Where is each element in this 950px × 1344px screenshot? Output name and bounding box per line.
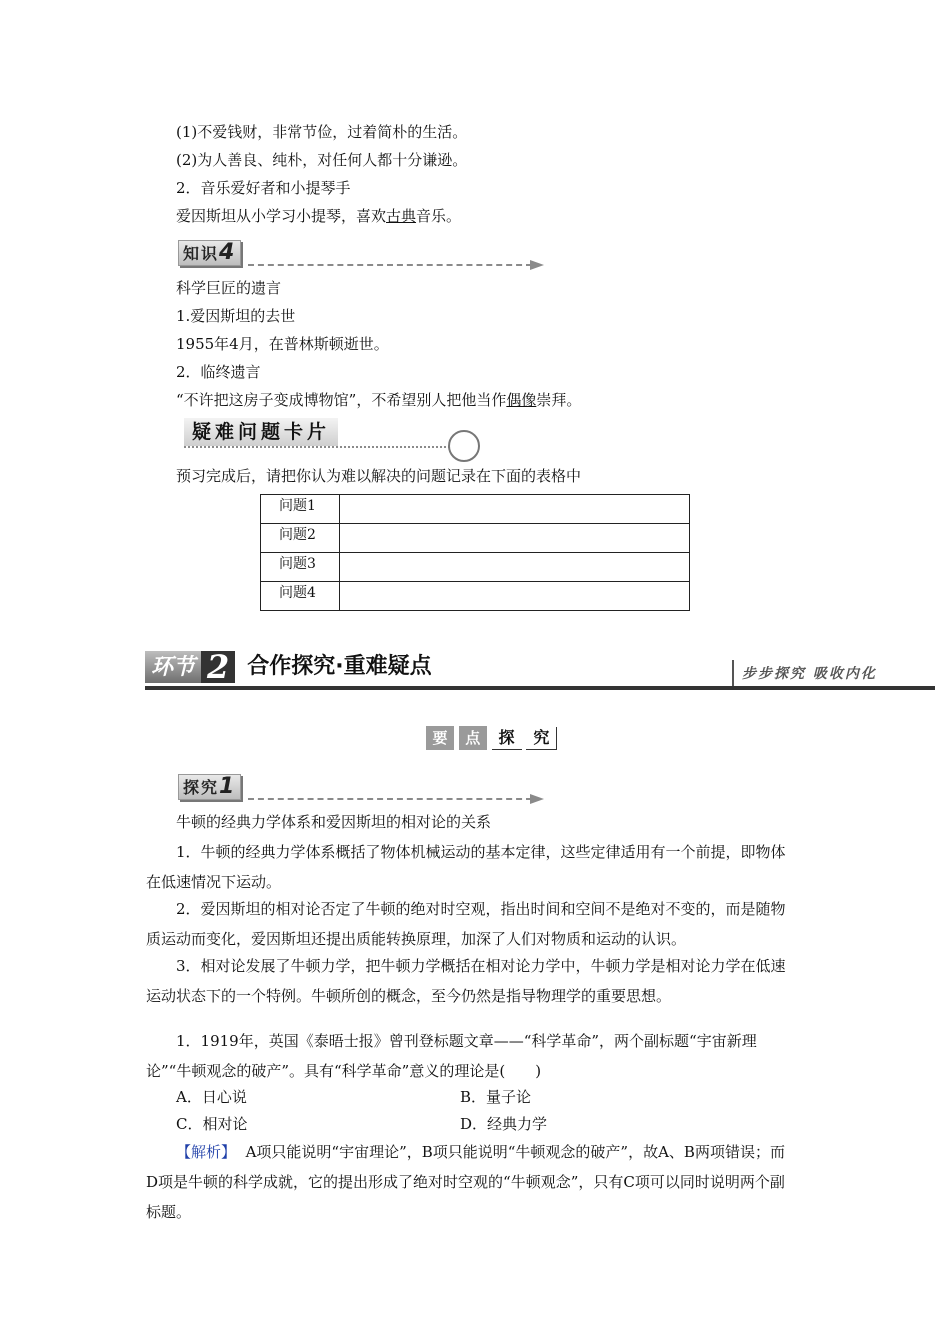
section-banner bbox=[145, 648, 432, 687]
analysis bbox=[146, 1137, 786, 1227]
card-title: 疑难问题卡片 bbox=[184, 418, 338, 446]
table-cell: 问题2 bbox=[261, 524, 340, 553]
table-row bbox=[261, 524, 690, 553]
card-intro: 预习完成后，请把你认为难以解决的问题记录在下面的表格中 bbox=[176, 467, 582, 485]
answer-cell[interactable] bbox=[340, 553, 690, 582]
question-table bbox=[260, 494, 690, 611]
table-cell: 问题1 bbox=[261, 495, 340, 524]
option-d[interactable]: D．经典力学 bbox=[460, 1115, 548, 1133]
text-line: (2)为人善良、纯朴，对任何人都十分谦逊。 bbox=[176, 151, 468, 169]
section-rule bbox=[145, 686, 935, 690]
focus-char: 究 bbox=[526, 727, 557, 750]
text-line bbox=[176, 206, 461, 226]
table-row bbox=[261, 495, 690, 524]
answer-cell[interactable] bbox=[340, 495, 690, 524]
focus-char: 点 bbox=[459, 726, 487, 750]
paragraph: 2．爱因斯坦的相对论否定了牛顿的绝对时空观，指出时间和空间不是绝对不变的，而是随物质运动而变化，爱因斯坦还提出质能转换原理，加深了人们对物质和运动的认识。 bbox=[146, 900, 786, 948]
text-line bbox=[176, 390, 581, 410]
tag-label: 探究 bbox=[183, 778, 220, 797]
table-row bbox=[261, 553, 690, 582]
tag-number: 4 bbox=[219, 240, 237, 265]
table-cell: 问题3 bbox=[261, 553, 340, 582]
answer-cell[interactable] bbox=[340, 582, 690, 611]
text-heading: 2．音乐爱好者和小提琴手 bbox=[176, 179, 351, 197]
text-line: (1)不爱钱财，非常节俭，过着简朴的生活。 bbox=[176, 123, 468, 141]
underlined-term: 古典 bbox=[386, 207, 417, 225]
circle-icon bbox=[448, 430, 480, 462]
section-number: 2 bbox=[201, 651, 235, 683]
option-b[interactable]: B．量子论 bbox=[460, 1088, 532, 1106]
section-title: 科学巨匠的遗言 bbox=[176, 279, 282, 297]
tag-label: 知识 bbox=[183, 244, 220, 263]
arrow-head-icon bbox=[530, 794, 544, 804]
dashed-arrow-line bbox=[248, 798, 532, 800]
explore-tag bbox=[178, 774, 241, 800]
paragraph: 3．相对论发展了牛顿力学，把牛顿力学概括在相对论力学中，牛顿力学是相对论力学在低速运动状态下的一个特例。牛顿所创的概念，至今仍然是指导物理学的重要思想。 bbox=[146, 957, 786, 1005]
dotted-line bbox=[184, 446, 454, 448]
section-tag: 环节 bbox=[145, 651, 201, 683]
focus-char: 探 bbox=[492, 727, 522, 750]
focus-char: 要 bbox=[426, 726, 454, 750]
arrow-head-icon bbox=[530, 260, 544, 270]
section-slogan: 步步探究 吸收内化 bbox=[742, 666, 877, 682]
text-span: 爱因斯坦从小学习小提琴，喜欢 bbox=[176, 207, 387, 225]
dashed-arrow-line bbox=[248, 264, 532, 266]
paragraph: 1．牛顿的经典力学体系概括了物体机械运动的基本定律，这些定律适用有一个前提，即物体在低速情况下运动。 bbox=[146, 843, 786, 891]
text-heading: 2．临终遗言 bbox=[176, 363, 261, 381]
option-a[interactable]: A．日心说 bbox=[176, 1088, 247, 1106]
section-title: 牛顿的经典力学体系和爱因斯坦的相对论的关系 bbox=[176, 813, 492, 831]
text-span: 音乐。 bbox=[416, 207, 462, 225]
text-span: “不许把这房子变成博物馆”，不希望别人把他当作 bbox=[176, 391, 507, 409]
analysis-label: 【解析】 bbox=[176, 1143, 237, 1161]
question-stem: 1．1919年，英国《泰晤士报》曾刊登标题文章——“科学革命”，两个副标题“宇宙新理论”“牛顿观念的破产”。具有“科学革命”意义的理论是( ) bbox=[146, 1032, 757, 1080]
focus-banner bbox=[426, 726, 557, 752]
section-title: 合作探究·重难疑点 bbox=[247, 654, 432, 679]
option-c[interactable]: C．相对论 bbox=[176, 1115, 248, 1133]
tag-number: 1 bbox=[219, 774, 237, 799]
divider bbox=[732, 660, 734, 686]
analysis-text: A项只能说明“宇宙理论”，B项只能说明“牛顿观念的破产”，故A、B两项错误；而D项是牛顿的科学成就，它的提出形成了绝对时空观的“牛顿观念”，只有C项可以同时说明两个副标题。 bbox=[146, 1143, 785, 1221]
text-heading: 1.爱因斯坦的去世 bbox=[176, 307, 296, 325]
text-line: 1955年4月，在普林斯顿逝世。 bbox=[176, 335, 389, 353]
text-span: 崇拜。 bbox=[536, 391, 582, 409]
answer-cell[interactable] bbox=[340, 524, 690, 553]
underlined-term: 偶像 bbox=[506, 391, 537, 409]
table-row bbox=[261, 582, 690, 611]
knowledge-tag bbox=[178, 240, 241, 266]
table-cell: 问题4 bbox=[261, 582, 340, 611]
